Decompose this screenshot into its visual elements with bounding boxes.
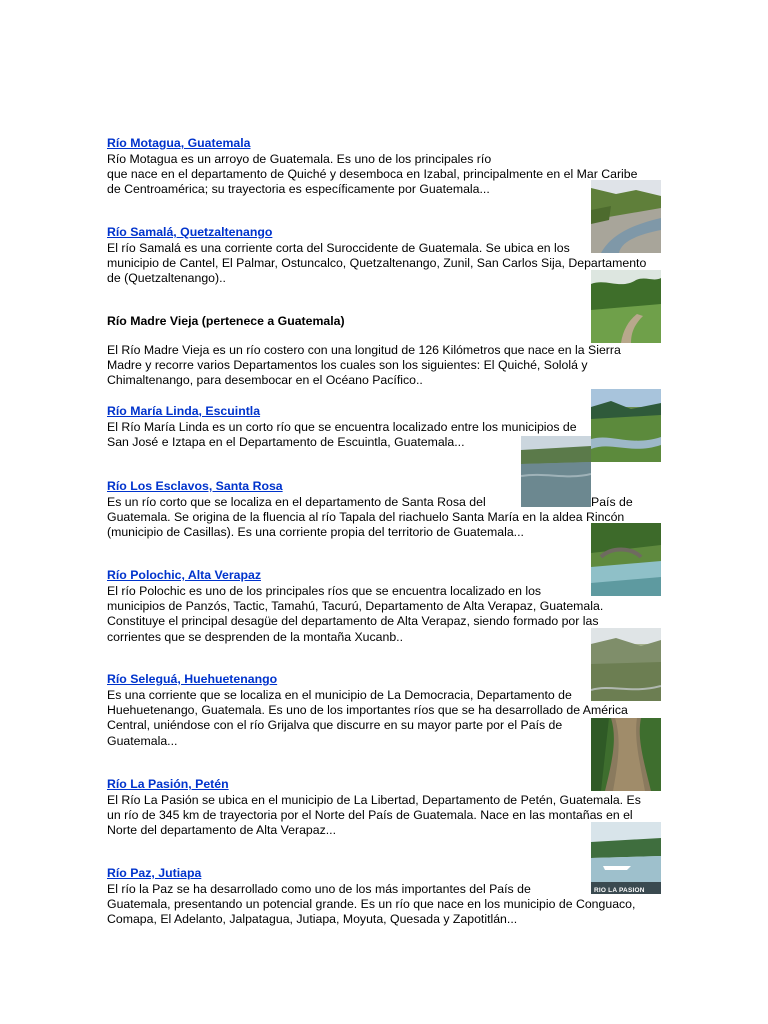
river-description-text: Es un río corto que se localiza en el departamento de Santa Rosa del	[107, 495, 486, 509]
river-description-line: Comapa, El Adelanto, Jalpatagua, Jutiapa, Moyuta, Quesada y Zapotitlán...	[107, 912, 518, 927]
river-description-line: Guatemala, presentando un potencial grande. Es un río que nace en los municipio de Conguaco,	[107, 897, 636, 912]
river-description-line: Norte del departamento de Alta Verapaz...	[107, 823, 337, 838]
river-description-line: Huehuetenango, Guatemala. Es uno de los importantes ríos que se ha desarrollado de América	[107, 703, 628, 718]
river-entry-selegua	[107, 672, 662, 749]
river-description-line: Chimaltenango, para desembocar en el Océano Pacífico..	[107, 373, 423, 388]
river-link-motagua[interactable]: Río Motagua, Guatemala	[107, 136, 251, 150]
river-entry-polochic	[107, 568, 662, 645]
river-description-line: El río Polochic es uno de los principales ríos que se encuentra localizado en los	[107, 584, 542, 598]
river-description-line: Guatemala...	[107, 733, 178, 748]
river-link-samala[interactable]: Río Samalá, Quetzaltenango	[107, 225, 273, 239]
river-description-line: El Río María Linda es un corto río que se encuentra localizado entre los municipios de	[107, 420, 577, 434]
river-link-polochic[interactable]: Río Polochic, Alta Verapaz	[107, 568, 261, 582]
river-description-line: El río Samalá es una corriente corta del Suroccidente de Guatemala. Se ubica en los	[107, 241, 570, 255]
river-description-line: Guatemala. Se origina de la fluencia al río Tapala del riachuelo Santa María en la aldea Rincón	[107, 510, 625, 525]
river-entry-maria-linda	[107, 404, 662, 450]
river-description-line: El Río La Pasión se ubica en el municipio de La Libertad, Departamento de Petén, Guatemala. Es	[107, 793, 641, 807]
river-description-line: Constituye el principal desagüe del departamento de Alta Verapaz, siendo formado por las	[107, 614, 599, 629]
river-description-line: municipio de Cantel, El Palmar, Ostuncalco, Quetzaltenango, Zunil, San Carlos Sija, Departamento	[107, 256, 647, 271]
river-description-line	[107, 495, 662, 510]
river-entry-samala	[107, 225, 662, 287]
river-description-line: que nace en el departamento de Quiché y desemboca en Izabal, principalmente en el Mar Caribe	[107, 167, 638, 182]
river-description-line: corrientes que se desprenden de la montaña Xucanb..	[107, 629, 404, 644]
river-description-line: (municipio de Casillas). Es una corriente propia del territorio de Guatemala...	[107, 525, 524, 540]
river-description-line: Río Motagua es un arroyo de Guatemala. Es uno de los principales río	[107, 152, 492, 166]
river-entry-madre-vieja	[107, 314, 662, 389]
river-description-line: de (Quetzaltenango)..	[107, 271, 226, 286]
photo-caption: RIO LA PASION	[594, 887, 645, 894]
river-description-line: Es una corriente que se localiza en el municipio de La Democracia, Departamento de	[107, 688, 572, 702]
river-entry-motagua	[107, 136, 662, 198]
river-description-line: de Centroamérica; su trayectoria es específicamente por Guatemala...	[107, 182, 490, 197]
river-description-line: Madre y recorre varios Departamentos los cuales son los siguientes: El Quiché, Sololá y	[107, 358, 588, 373]
river-entry-los-esclavos	[107, 479, 662, 541]
river-heading-madre-vieja: Río Madre Vieja (pertenece a Guatemala)	[107, 314, 345, 328]
river-link-la-pasion[interactable]: Río La Pasión, Petén	[107, 777, 229, 791]
river-description-line: El río la Paz se ha desarrollado como uno de los más importantes del País de	[107, 882, 531, 896]
river-description-line: Central, uniéndose con el río Grijalva que discurre en su mayor parte por el País de	[107, 718, 563, 733]
river-description-text: País de	[591, 495, 633, 509]
river-link-maria-linda[interactable]: Río María Linda, Escuintla	[107, 404, 261, 418]
river-entry-paz	[107, 866, 662, 928]
river-description-line: San José e Iztapa en el Departamento de Escuintla, Guatemala...	[107, 435, 465, 450]
river-link-paz[interactable]: Río Paz, Jutiapa	[107, 866, 202, 880]
river-entry-la-pasion	[107, 777, 662, 839]
river-description-line: un río de 345 km de trayectoria por el Norte del País de Guatemala. Nace en las montañas en el	[107, 808, 633, 823]
river-link-selegua[interactable]: Río Seleguá, Huehuetenango	[107, 672, 278, 686]
river-description-line: municipios de Panzós, Tactic, Tamahú, Tacurú, Departamento de Alta Verapaz, Guatemala.	[107, 599, 604, 614]
river-description-line: El Río Madre Vieja es un río costero con una longitud de 126 Kilómetros que nace en la Sierra	[107, 343, 621, 357]
river-link-los-esclavos[interactable]: Río Los Esclavos, Santa Rosa	[107, 479, 283, 493]
